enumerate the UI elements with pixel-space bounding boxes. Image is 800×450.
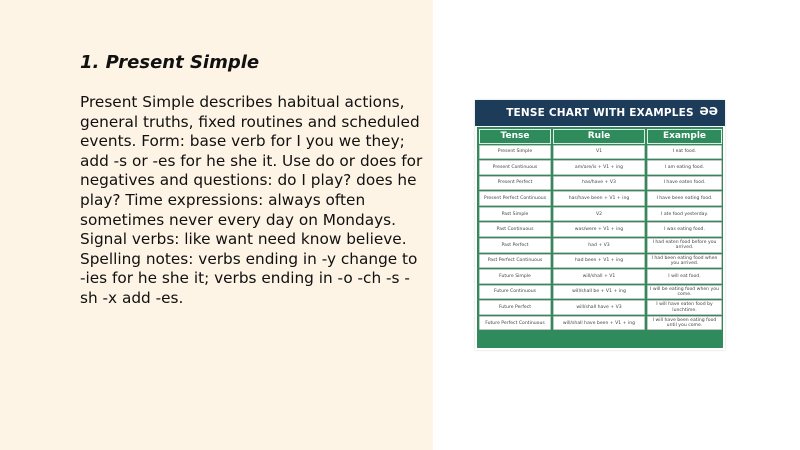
tense-table	[477, 127, 723, 348]
rule-cell: had been + V1 + ing	[553, 254, 645, 269]
tense-cell: Present Simple	[479, 145, 551, 160]
tense-cell: Future Simple	[479, 269, 551, 284]
rule-cell: will/shall + V1	[553, 269, 645, 284]
example-cell: I had been eating food when you arrived.	[647, 254, 722, 269]
column-header-example: Example	[647, 129, 722, 144]
rule-cell: was/were + V1 + ing	[553, 222, 645, 237]
tense-chart-image	[475, 100, 725, 350]
tense-cell: Past Continuous	[479, 222, 551, 237]
tense-cell: Present Perfect	[479, 176, 551, 191]
chart-title: TENSE CHART WITH EXAMPLES	[506, 107, 694, 119]
example-cell: I will eat food.	[647, 269, 722, 284]
column-header-tense: Tense	[479, 129, 551, 144]
rule-cell: will/shall have + V3	[553, 300, 645, 315]
example-cell: I have eaten food.	[647, 176, 722, 191]
tense-cell: Past Simple	[479, 207, 551, 222]
example-cell: I was eating food.	[647, 222, 722, 237]
example-cell: I have been eating food.	[647, 191, 722, 206]
example-cell: I will have eaten food by lunchtime.	[647, 300, 722, 315]
rule-cell: V2	[553, 207, 645, 222]
chart-header	[475, 100, 725, 126]
tense-cell: Future Perfect	[479, 300, 551, 315]
slide-heading: 1. Present Simple	[80, 52, 260, 73]
example-cell: I had eaten food before you arrived.	[647, 238, 722, 253]
example-cell: I am eating food.	[647, 160, 722, 175]
tense-cell: Future Continuous	[479, 285, 551, 300]
rule-cell: V1	[553, 145, 645, 160]
example-cell: I will have been eating food until you come.	[647, 316, 722, 331]
rule-cell: am/are/is + V1 + ing	[553, 160, 645, 175]
tense-cell: Past Perfect Continuous	[479, 254, 551, 269]
example-cell: I will be eating food when you come.	[647, 285, 722, 300]
tense-cell: Present Perfect Continuous	[479, 191, 551, 206]
example-cell: I ate food yesterday.	[647, 207, 722, 222]
rule-cell: had + V3	[553, 238, 645, 253]
rule-cell: has/have been + V1 + ing	[553, 191, 645, 206]
logo-icon: ƏƏ	[699, 105, 718, 118]
rule-cell: will/shall have been + V1 + ing	[553, 316, 645, 331]
rule-cell: will/shall be + V1 + ing	[553, 285, 645, 300]
tense-cell: Future Perfect Continuous	[479, 316, 551, 331]
slide-body-text: Present Simple describes habitual actions, general truths, fixed routines and scheduled events. Form: base verb for I you we they; add -s or -es for he she it. Use do or does for negatives and questions: do I play? does he play? Time expressions: always often sometimes never every day on Mondays. Signal verbs: like want need know believe. Spelling notes: verbs ending in -y change to -ies for he she it; verbs ending in -o -ch -s -sh -x add -es.	[80, 93, 423, 307]
tense-cell: Present Continuous	[479, 160, 551, 175]
example-cell: I eat food.	[647, 145, 722, 160]
column-header-rule: Rule	[553, 129, 645, 144]
tense-cell: Past Perfect	[479, 238, 551, 253]
rule-cell: has/have + V3	[553, 176, 645, 191]
